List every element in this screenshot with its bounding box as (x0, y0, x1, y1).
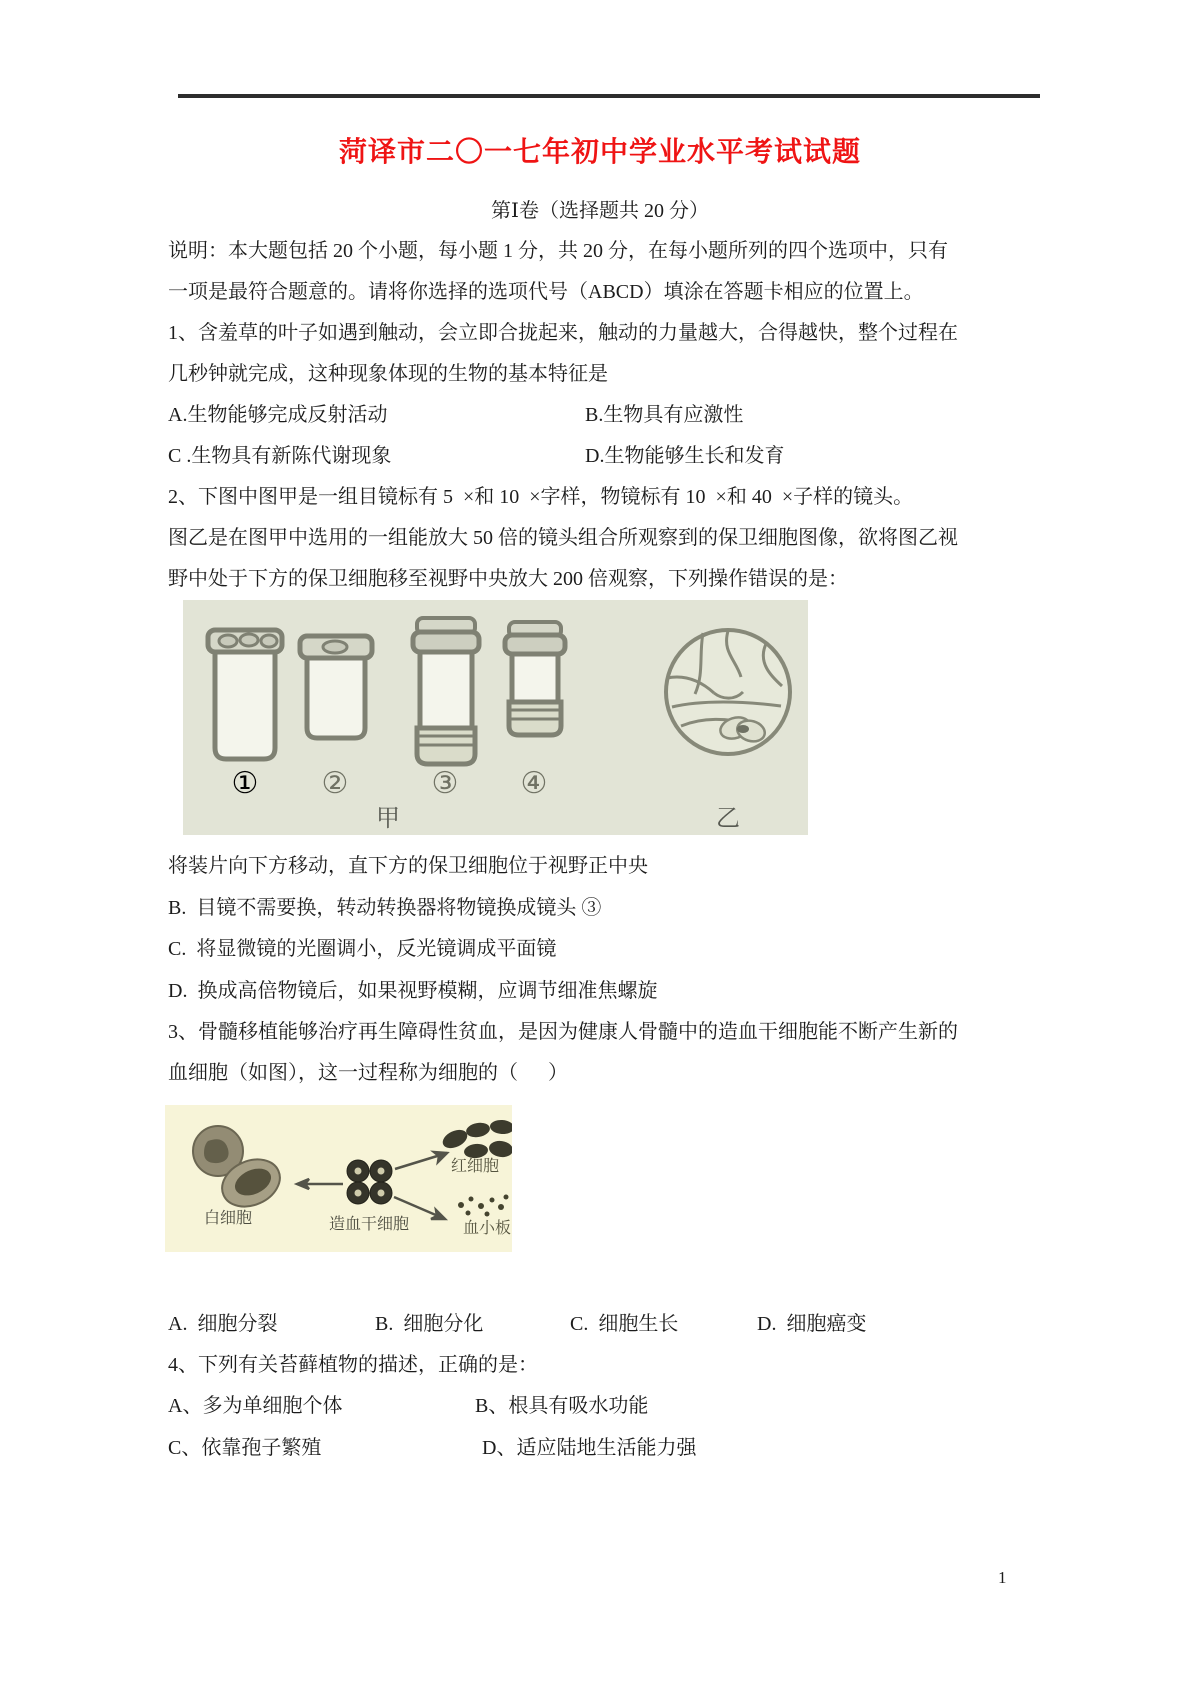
q3-option-d: D. 细胞癌变 (757, 1313, 867, 1335)
q2-stem-line-2: 图乙是在图甲中选用的一组能放大 50 倍的镜头组合所观察到的保卫细胞图像，欲将图乙视 (168, 527, 958, 549)
stem-cell-label: 造血干细胞 (328, 1216, 410, 1233)
q3-stem-line-1: 3、骨髓移植能够治疗再生障碍性贫血，是因为健康人骨髓中的造血干细胞能不断产生新的 (168, 1021, 958, 1043)
q4-option-a: A、多为单细胞个体 (168, 1395, 343, 1417)
q3-option-b: B. 细胞分化 (375, 1313, 484, 1335)
objective-lens-4 (505, 622, 565, 735)
lens-number-4: ④ (520, 767, 548, 800)
field-of-view-circle (666, 630, 790, 754)
q2-option-d: D. 换成高倍物镜后，如果视野模糊，应调节细准焦螺旋 (168, 980, 658, 1002)
q3-stem-line-2: 血细胞（如图），这一过程称为细胞的（ ） (168, 1062, 568, 1084)
q3-option-c: C. 细胞生长 (570, 1313, 679, 1335)
q1-stem-line-1: 1、含羞草的叶子如遇到触动，会立即合拢起来，触动的力量越大，合得越快，整个过程在 (168, 322, 958, 344)
section-heading: 第Ⅰ卷（选择题共 20 分） (491, 200, 709, 222)
eyepiece-lens-1 (208, 630, 282, 759)
q4-option-d: D、适应陆地生活能力强 (482, 1437, 697, 1459)
q3-option-a: A. 细胞分裂 (168, 1313, 278, 1335)
platelet-label: 血小板 (462, 1220, 512, 1237)
white-cell-label: 白细胞 (203, 1210, 253, 1227)
lens-number-2: ② (321, 767, 349, 800)
lens-number-1: ① (231, 767, 259, 800)
q4-stem: 4、下列有关苔藓植物的描述，正确的是： (168, 1354, 538, 1376)
lens-number-3: ③ (431, 767, 459, 800)
q1-option-c: C .生物具有新陈代谢现象 (168, 445, 392, 467)
q2-option-b: B. 目镜不需要换，转动转换器将物镜换成镜头 ③ (168, 897, 602, 919)
page-number: 1 (998, 1568, 1007, 1587)
q1-option-d: D.生物能够生长和发育 (585, 445, 785, 467)
q2-option-a: 将装片向下方移动，直下方的保卫细胞位于视野正中央 (168, 855, 648, 877)
q1-option-b: B.生物具有应激性 (585, 404, 744, 426)
instructions-line-1: 说明：本大题包括 20 个小题，每小题 1 分，共 20 分，在每小题所列的四个选项中，只有 (168, 240, 948, 262)
q1-option-a: A.生物能够完成反射活动 (168, 404, 388, 426)
q2-stem-line-3: 野中处于下方的保卫细胞移至视野中央放大 200 倍观察，下列操作错误的是： (168, 568, 848, 590)
objective-lens-3 (413, 618, 479, 764)
red-cell-label: 红细胞 (450, 1158, 500, 1175)
q2-stem-line-1: 2、下图中图甲是一组目镜标有 5 ×和 10 ×字样，物镜标有 10 ×和 40 ×子样的镜头。 (168, 486, 914, 508)
q2-option-c: C. 将显微镜的光圈调小，反光镜调成平面镜 (168, 938, 557, 960)
q1-stem-line-2: 几秒钟就完成，这种现象体现的生物的基本特征是 (168, 363, 608, 385)
q2-figure-lenses (183, 600, 808, 840)
eyepiece-lens-2 (300, 636, 372, 738)
q3-figure-blood-cells (165, 1105, 512, 1257)
q4-option-c: C、依靠孢子繁殖 (168, 1437, 322, 1459)
label-jia: 甲 (376, 806, 400, 832)
label-yi: 乙 (716, 806, 740, 832)
page-title: 菏译市二〇一七年初中学业水平考试试题 (338, 136, 862, 167)
instructions-line-2: 一项是最符合题意的。请将你选择的选项代号（ABCD）填涂在答题卡相应的位置上。 (168, 281, 924, 303)
q4-option-b: B、根具有吸水功能 (475, 1395, 649, 1417)
top-rule (178, 94, 1040, 98)
